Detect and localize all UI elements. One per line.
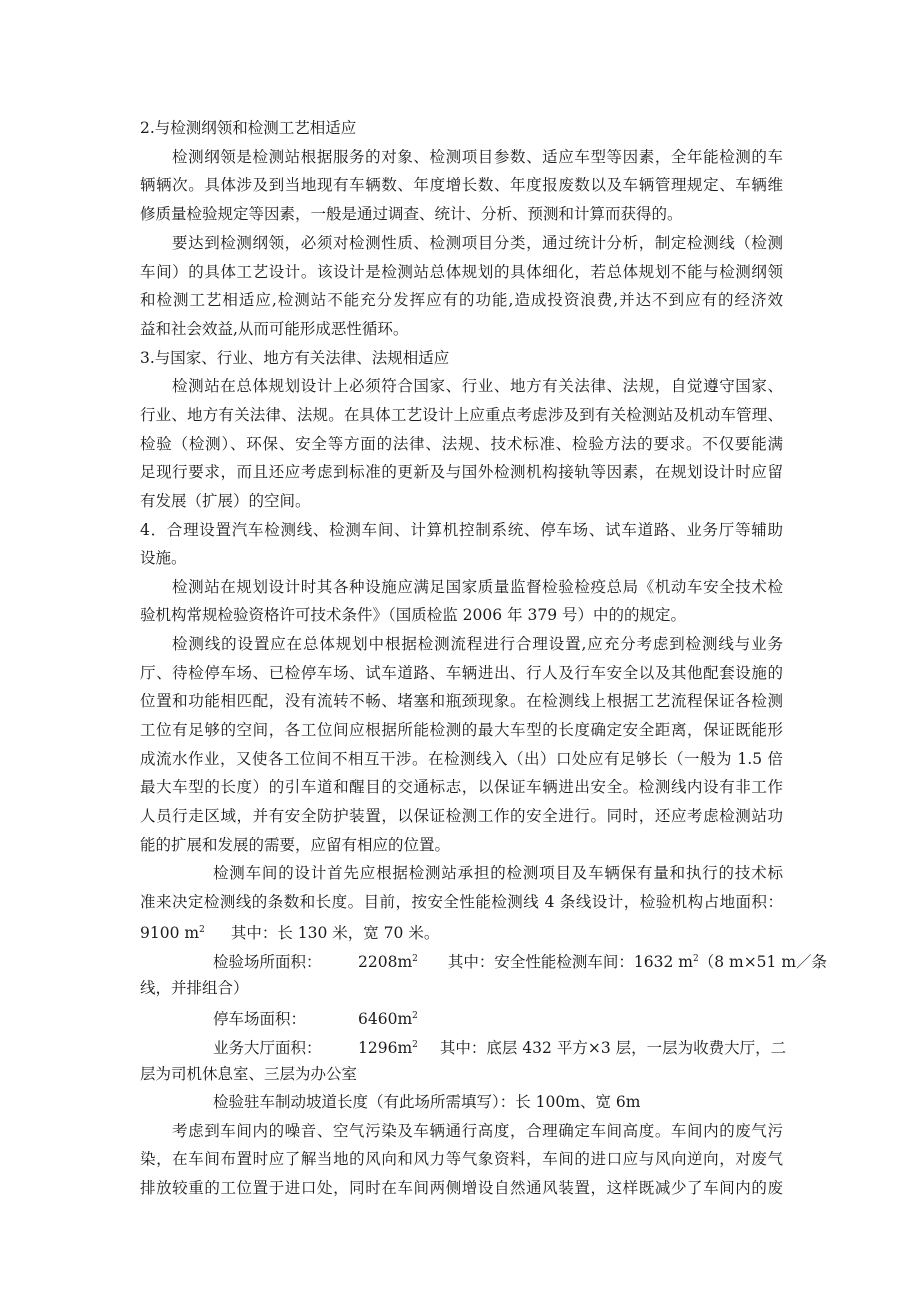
hall-area-value: 1296m (358, 1039, 413, 1057)
paragraph-line: 位置和功能相匹配，没有流转不畅、堵塞和瓶颈现象。在检测线上根据工艺流程保证各检测 (140, 692, 783, 710)
paragraph-line: 辆辆次。具体涉及到当地现有车辆数、年度增长数、年度报废数以及车辆管理规定、车辆维 (140, 176, 783, 194)
paragraph-line: 准来决定检测线的条数和长度。目前，按安全性能检测线 4 条线设计，检验机构占地面积： (140, 893, 783, 911)
paragraph-line: 能的扩展和发展的需要，应留有相应的位置。 (140, 836, 451, 854)
paragraph-line: 考虑到车间内的噪音、空气污染及车辆通行高度，合理确定车间高度。车间内的废气污 (172, 1122, 783, 1140)
paragraph-line: 益和社会效益,从而可能形成恶性循环。 (140, 320, 409, 338)
paragraph-line: 人员行走区域，并有安全防护装置，以保证检测工作的安全进行。同时，还应考虑检测站功 (140, 807, 783, 825)
superscript: 2 (412, 1011, 418, 1021)
paragraph-line: 最大车型的长度）的引车道和醒目的交通标志，以保证车辆进出安全。检测线内设有非工作 (140, 778, 783, 796)
paragraph-line: 厅、待检停车场、已检停车场、试车道路、车辆进出、行人及行车安全以及其他配套设施的 (140, 664, 783, 682)
paragraph-line: 检测车间的设计首先应根据检测站承担的检测项目及车辆保有量和执行的技术标 (213, 864, 783, 882)
parking-area-label: 停车场面积： (213, 1010, 307, 1028)
paragraph-line: 检测站在总体规划设计上必须符合国家、行业、地方有关法律、法规，自觉遵守国家、 (172, 377, 783, 395)
paragraph-line: 车间）的具体工艺设计。该设计是检测站总体规划的具体细化，若总体规划不能与检测纲领 (140, 263, 783, 281)
total-area-line (140, 920, 439, 942)
inspection-area-cont: 线，并排组合） (140, 979, 249, 997)
paragraph-line: 修质量检验规定等因素，一般是通过调查、统计、分析、预测和计算而获得的。 (140, 205, 683, 223)
inspection-area-value: 2208m (358, 953, 413, 971)
superscript: 2 (199, 925, 205, 935)
paragraph-line: 排放较重的工位置于进口处，同时在车间两侧增设自然通风装置，这样既减少了车间内的废 (140, 1179, 783, 1197)
hall-area-cont: 层为司机休息室、三层为办公室 (140, 1065, 358, 1083)
inspection-area-label: 检验场所面积： (213, 953, 322, 971)
superscript: 2 (412, 1040, 418, 1050)
section-heading-4-cont: 设施。 (140, 549, 187, 567)
paragraph-line: 成流水作业，又使各工位间不相互干涉。在检测线入（出）口处应有足够长（一般为 1.5 倍 (140, 750, 783, 768)
hall-area-detail: 其中：底层 432 平方×3 层，一层为收费大厅，二 (439, 1039, 787, 1057)
parking-area-value: 6460m (358, 1010, 413, 1028)
paragraph-line: 检测站在规划设计时其各种设施应满足国家质量监督检验检疫总局《机动车安全技术检 (172, 578, 783, 596)
paragraph-line: 检验（检测）、环保、安全等方面的法律、法规、技术标准、检验方法的要求。不仅要能满 (140, 435, 783, 453)
total-area-detail: 其中：长 130 米，宽 70 米。 (230, 924, 440, 942)
inspection-area-detail: 其中：安全性能检测车间：1632 m (447, 953, 693, 971)
hall-area-label: 业务大厅面积： (213, 1039, 322, 1057)
paragraph-line: 染，在车间布置时应了解当地的风向和风力等气象资料，车间的进口应与风向逆向，对废气 (140, 1150, 783, 1168)
paragraph-line: 和检测工艺相适应,检测站不能充分发挥应有的功能,造成投资浪费,并达不到应有的经济效 (140, 291, 783, 309)
paragraph-line: 验机构常规检验资格许可技术条件》（国质检监 2006 年 379 号）中的的规定。 (140, 606, 686, 624)
paragraph-line: 检测线的设置应在总体规划中根据检测流程进行合理设置,应充分考虑到检测线与业务 (172, 635, 783, 653)
ramp-length-line: 检验驻车制动坡道长度（有此场所需填写）：长 100m、宽 6m (213, 1093, 641, 1111)
paragraph-line: 有发展（扩展）的空间。 (140, 492, 311, 510)
paragraph-line: 工位有足够的空间，各工位间应根据所能检测的最大车型的长度确定安全距离，保证既能形 (140, 721, 783, 739)
section-heading-2: 2.与检测纲领和检测工艺相适应 (140, 119, 357, 137)
paragraph-line: 要达到检测纲领，必须对检测性质、检测项目分类，通过统计分析，制定检测线（检测 (172, 234, 783, 252)
inspection-area-detail-rest: （8 m×51 m／条 (698, 953, 828, 971)
hall-area-line (213, 1035, 786, 1057)
paragraph-line: 足现行要求，而且还应考虑到标准的更新及与国外检测机构接轨等因素，在规划设计时应留 (140, 463, 783, 481)
paragraph-line: 行业、地方有关法律、法规。在具体工艺设计上应重点考虑涉及到有关检测站及机动车管理、 (140, 406, 783, 424)
section-heading-4: 4．合理设置汽车检测线、检测车间、计算机控制系统、停车场、试车道路、业务厅等辅助 (140, 521, 783, 539)
superscript: 2 (412, 954, 418, 964)
section-heading-3: 3.与国家、行业、地方有关法律、法规相适应 (140, 349, 450, 367)
paragraph-line: 检测纲领是检测站根据服务的对象、检测项目参数、适应车型等因素，全年能检测的车 (172, 148, 783, 166)
parking-area-line (213, 1006, 418, 1028)
total-area-value: 9100 m (140, 924, 200, 942)
superscript: 2 (692, 954, 699, 964)
inspection-area-line (213, 949, 827, 971)
